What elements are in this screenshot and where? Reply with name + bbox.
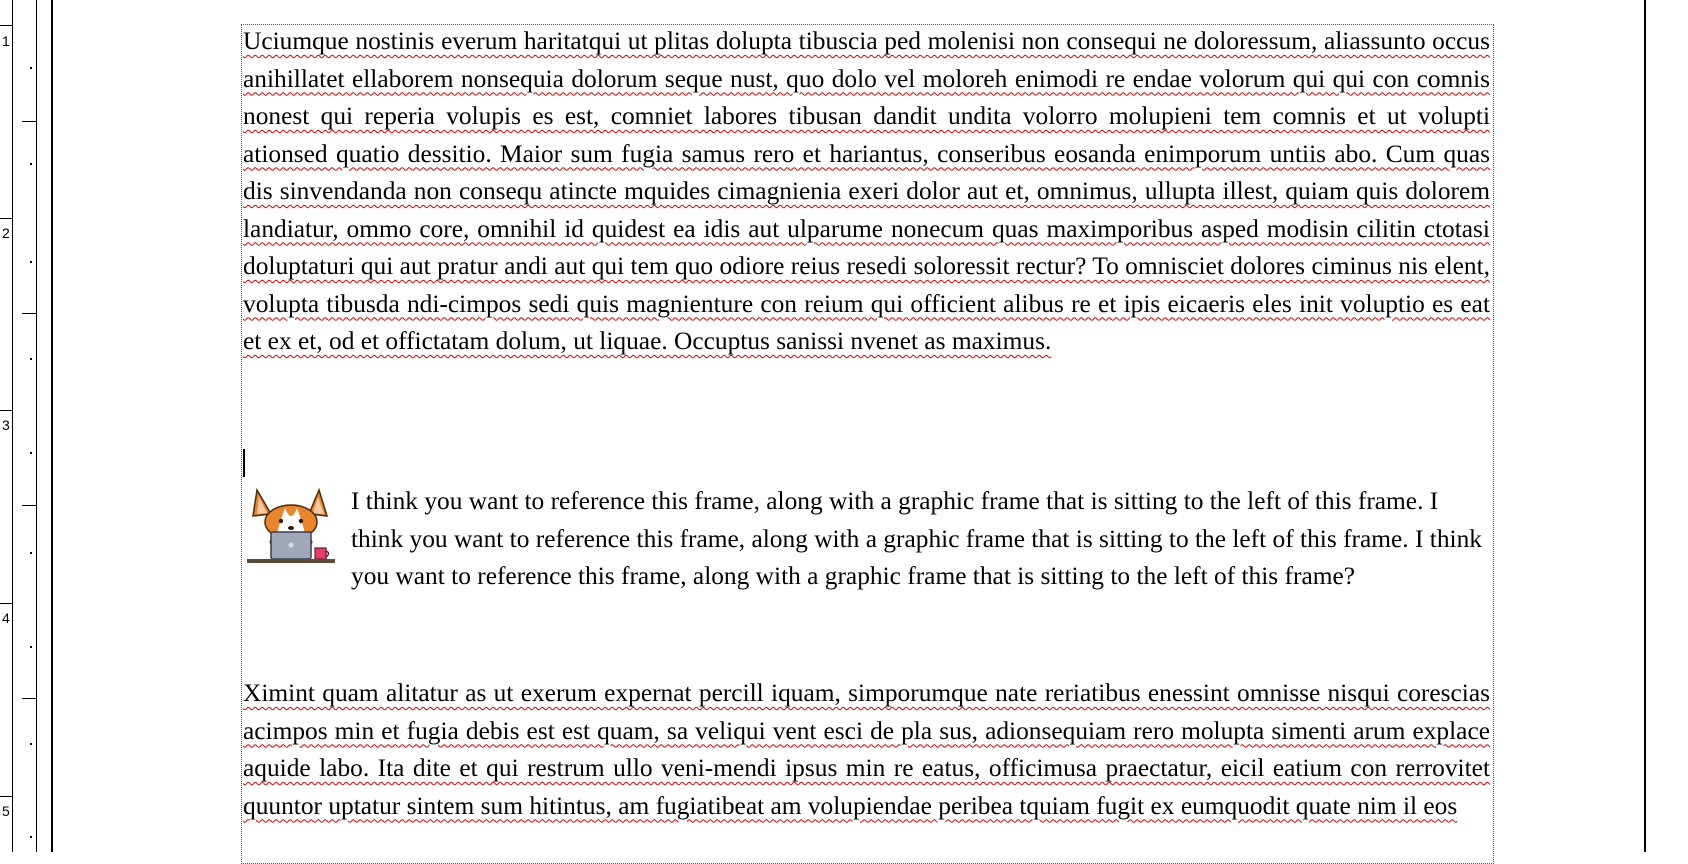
vertical-ruler[interactable] xyxy=(0,0,37,852)
ruler-major-tick xyxy=(0,410,13,411)
graphic-frame[interactable] xyxy=(245,484,337,570)
ruler-half-tick xyxy=(22,505,36,506)
ruler-minor-dot xyxy=(30,836,32,838)
ruler-minor-dot xyxy=(30,261,32,263)
ruler-minor-dot xyxy=(30,743,32,745)
corgi-at-laptop-icon xyxy=(245,484,337,570)
ruler-major-tick xyxy=(0,25,13,26)
ruler-minor-dot xyxy=(30,163,32,165)
ruler-minor-dot xyxy=(30,452,32,454)
ruler-major-tick xyxy=(0,218,13,219)
ruler-minor-dot xyxy=(30,358,32,360)
ruler-mark-3: 3 xyxy=(2,417,10,433)
paragraph-text: Uciumque nostinis everum haritatqui ut plitas dolupta tibuscia ped molenisi non consequi ne doloressum, aliassunto occus anihillatet ellaborem nonsequia dolorum seque nust, quo dolo vel moloreh enimodi re endae volorum qui qui con comnis nonest qui reperia volupis es est, comniet labores tibusan dandit undita volorro molupieni tem comnis et ut volupti ationsed quatio dessitio. Maior sum fugia samus rero et hariantus, conseribus eosanda enimporum untiis abo. Cum quas dis sinvendanda non consequ atincte mquides cimagnienia exeri dolor aut et, omnimus, ullupta illest, quiam quis dolorem landiatur, ommo core, omnihil id quidest ea idis aut ulparume nonecum quas maximporibus asped modisin cilitin ctotasi doluptaturi qui aut pratur andi aut qui tem quo odiore reius resedi soloressit rectur? To omnisciet dolores ciminus nis elent, volupta tibusda ndi-cimpos sedi quis magnienture con reium qui officient alibus re et ipis eicaeris eles init voluptio es eat et ex et, od et offictatam dolum, ut liquae. Occuptus sanissi nvenet as maximus. xyxy=(243,27,1490,355)
ruler-mark-2: 2 xyxy=(2,225,10,241)
ruler-minor-dot xyxy=(30,646,32,648)
text-cursor xyxy=(243,449,245,477)
ruler-minor-dot xyxy=(30,67,32,69)
ruler-half-tick xyxy=(22,698,36,699)
body-paragraph-2[interactable] xyxy=(243,675,1490,825)
ruler-half-tick xyxy=(22,121,36,122)
caption-text: I think you want to reference this frame, along with a graphic frame that is sitting to the left of this frame. I think you want to reference this frame, along with a graphic frame that is sitting to the left of this frame. I think you want to reference this frame, along with a graphic frame that is sitting to the left of this frame? xyxy=(351,487,1482,590)
caption-text-frame[interactable] xyxy=(351,483,1491,596)
ruler-mark-4: 4 xyxy=(2,610,10,626)
paragraph-text: Ximint quam alitatur as ut exerum expernat percill iquam, simporumque nate reriatibus enessint omnisse nisqui corescias acimpos min et fugia debis est est quam, sa veliqui vent esci de pla sus, adionsequiam rero molupta simenti arum explace aquide labo. Ita dite et qui restrum ullo veni-mendi ipsus min re eatus, officimusa praectatur, eicil eatium con rerrovitet quuntor uptatur sintem sum hitintus, am fugiatibeat am volupiendae peribea tquiam fugit ex eumquodit quate nim il eos xyxy=(243,679,1490,820)
page-right-edge xyxy=(1644,0,1646,852)
ruler-major-tick xyxy=(0,603,13,604)
ruler-major-tick xyxy=(0,796,13,797)
body-paragraph-1[interactable] xyxy=(243,23,1490,361)
ruler-mark-5: 5 xyxy=(2,803,10,819)
ruler-half-tick xyxy=(22,313,36,314)
page-left-edge xyxy=(51,0,53,852)
ruler-minor-dot xyxy=(30,552,32,554)
ruler-mark-1: 1 xyxy=(2,33,10,49)
ruler-edge xyxy=(12,0,13,852)
